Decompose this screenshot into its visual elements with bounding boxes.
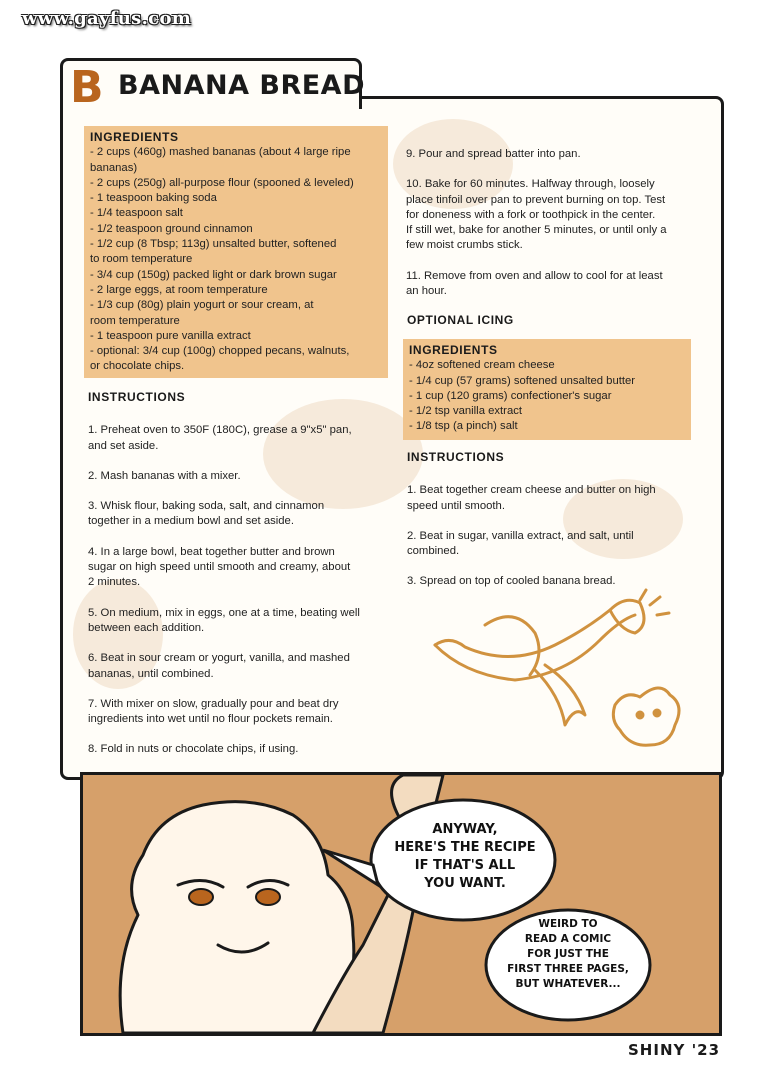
bubble-2-line: FIRST THREE PAGES,: [507, 963, 629, 975]
ingredients-box: [84, 126, 388, 378]
instruction-line: 3. Whisk flour, baking soda, salt, and cinnamon: [88, 500, 325, 513]
text-line: - 1/3 cup (80g) plain yogurt or sour cream, at: [90, 299, 314, 312]
instruction-line: 10. Bake for 60 minutes. Halfway through, loosely: [406, 178, 655, 191]
instruction-line: ingredients into wet until no flour pockets remain.: [88, 713, 333, 726]
text-line: - 1/2 tsp vanilla extract: [409, 405, 523, 418]
text-line: - 2 cups (250g) all-purpose flour (spooned & leveled): [90, 176, 354, 189]
ingredients-list: [90, 145, 382, 374]
bubble-1-line: HERE'S THE RECIPE: [394, 840, 536, 855]
icing-instructions-list: [407, 483, 697, 589]
text-line: - 1/8 tsp (a pinch) salt: [409, 420, 518, 433]
instruction-line: and set aside.: [88, 439, 159, 452]
text-line: - 2 cups (460g) mashed bananas (about 4 large ripe: [90, 146, 351, 159]
instructions-list-right: [406, 147, 696, 299]
instruction-line: 4. In a large bowl, beat together butter and brown: [88, 545, 335, 558]
artist-signature: SHINY '23: [628, 1041, 721, 1059]
bubble-2-line: READ A COMIC: [524, 933, 612, 945]
icing-ingredients-heading: INGREDIENTS: [409, 343, 498, 357]
speech-bubble-2: [498, 917, 638, 992]
instruction-line: few moist crumbs stick.: [406, 239, 523, 252]
text-line: - 4oz softened cream cheese: [409, 359, 555, 372]
instruction-line: bananas, until combined.: [88, 667, 214, 680]
instruction-step: [88, 697, 388, 728]
title-letter: B: [70, 62, 104, 113]
instruction-line: 2. Beat in sugar, vanilla extract, and salt, until: [407, 529, 634, 542]
text-line: - optional: 3/4 cup (100g) chopped pecans, walnuts,: [90, 345, 350, 358]
text-line: to room temperature: [90, 253, 193, 266]
icing-instructions-heading: INSTRUCTIONS: [407, 450, 505, 464]
text-line: - 1/4 cup (57 grams) softened unsalted butter: [409, 374, 636, 387]
instruction-step: [406, 269, 696, 300]
instruction-line: place tinfoil over pan to prevent burning on top. Test: [406, 193, 666, 206]
bubble-1-line: YOU WANT.: [424, 876, 506, 891]
bubble-1-line: ANYWAY,: [432, 822, 498, 837]
instructions-column-right: [406, 147, 696, 314]
banana-illustration: [425, 585, 705, 775]
instruction-line: 11. Remove from oven and allow to cool for at least: [406, 269, 663, 282]
text-line: - 2 large eggs, at room temperature: [90, 283, 268, 296]
instruction-step: [88, 469, 388, 484]
text-line: - 1/4 teaspoon salt: [90, 207, 183, 220]
instruction-line: 6. Beat in sour cream or yogurt, vanilla, and mashed: [88, 652, 350, 665]
text-line: - 1 cup (120 grams) confectioner's sugar: [409, 389, 612, 402]
icing-ingredients-box: [403, 339, 691, 440]
instruction-step: [88, 651, 388, 682]
site-watermark: www.gayfus.com: [22, 8, 192, 29]
bubble-2-line: WEIRD TO: [538, 918, 598, 930]
icing-heading: OPTIONAL ICING: [407, 313, 514, 327]
icing-ingredients-list: [409, 358, 685, 434]
instruction-line: 8. Fold in nuts or chocolate chips, if using.: [88, 743, 299, 756]
instruction-step: [88, 545, 388, 591]
instruction-step: [88, 606, 388, 637]
instruction-line: 2 minutes.: [88, 576, 141, 589]
instruction-line: 5. On medium, mix in eggs, one at a time, beating well: [88, 606, 360, 619]
instruction-step: [88, 423, 388, 454]
instruction-line: between each addition.: [88, 621, 205, 634]
text-line: room temperature: [90, 314, 180, 327]
text-line: bananas): [90, 161, 138, 174]
instruction-line: 1. Beat together cream cheese and butter on high: [407, 484, 656, 497]
instruction-line: 9. Pour and spread batter into pan.: [406, 148, 581, 160]
text-line: - 1 teaspoon pure vanilla extract: [90, 329, 251, 342]
instruction-line: 7. With mixer on slow, gradually pour and beat dry: [88, 697, 339, 710]
comic-panel: [80, 772, 722, 1036]
instruction-line: an hour.: [406, 285, 447, 298]
bubble-1-line: IF THAT'S ALL: [414, 858, 516, 873]
instruction-step: [406, 177, 696, 253]
instruction-line: together in a medium bowl and set aside.: [88, 515, 294, 528]
instruction-line: 3. Spread on top of cooled banana bread.: [407, 575, 616, 588]
speech-bubbles: [83, 775, 719, 1033]
instruction-step: [407, 483, 697, 514]
instruction-line: for doneness with a fork or toothpick in the center.: [406, 208, 656, 221]
instructions-heading: INSTRUCTIONS: [88, 390, 186, 404]
bubble-2-line: BUT WHATEVER...: [515, 978, 621, 990]
text-line: - 3/4 cup (150g) packed light or dark brown sugar: [90, 268, 337, 281]
instruction-line: If still wet, bake for another 5 minutes, or until only a: [406, 224, 667, 237]
text-line: or chocolate chips.: [90, 360, 185, 373]
instructions-column-left: [88, 390, 388, 773]
instruction-line: sugar on high speed until smooth and creamy, about: [88, 561, 351, 574]
speech-bubble-1: [385, 821, 545, 893]
instruction-line: 2. Mash bananas with a mixer.: [88, 469, 241, 482]
instruction-line: 1. Preheat oven to 350F (180C), grease a 9"x5" pan,: [88, 424, 352, 437]
text-line: - 1/2 cup (8 Tbsp; 113g) unsalted butter, softened: [90, 238, 337, 251]
instruction-step: [88, 742, 388, 757]
instruction-step: [88, 499, 388, 530]
instruction-step: [406, 147, 696, 162]
page-title: BANANA BREAD: [118, 70, 365, 101]
instructions-list-left: [88, 423, 388, 757]
icing-instructions-column: [407, 450, 697, 605]
instruction-step: [407, 529, 697, 560]
instruction-line: combined.: [407, 545, 460, 558]
bubble-2-line: FOR JUST THE: [527, 948, 609, 960]
text-line: - 1 teaspoon baking soda: [90, 192, 217, 205]
ingredients-heading: INGREDIENTS: [90, 130, 179, 144]
text-line: - 1/2 teaspoon ground cinnamon: [90, 222, 253, 235]
instruction-line: speed until smooth.: [407, 499, 505, 512]
